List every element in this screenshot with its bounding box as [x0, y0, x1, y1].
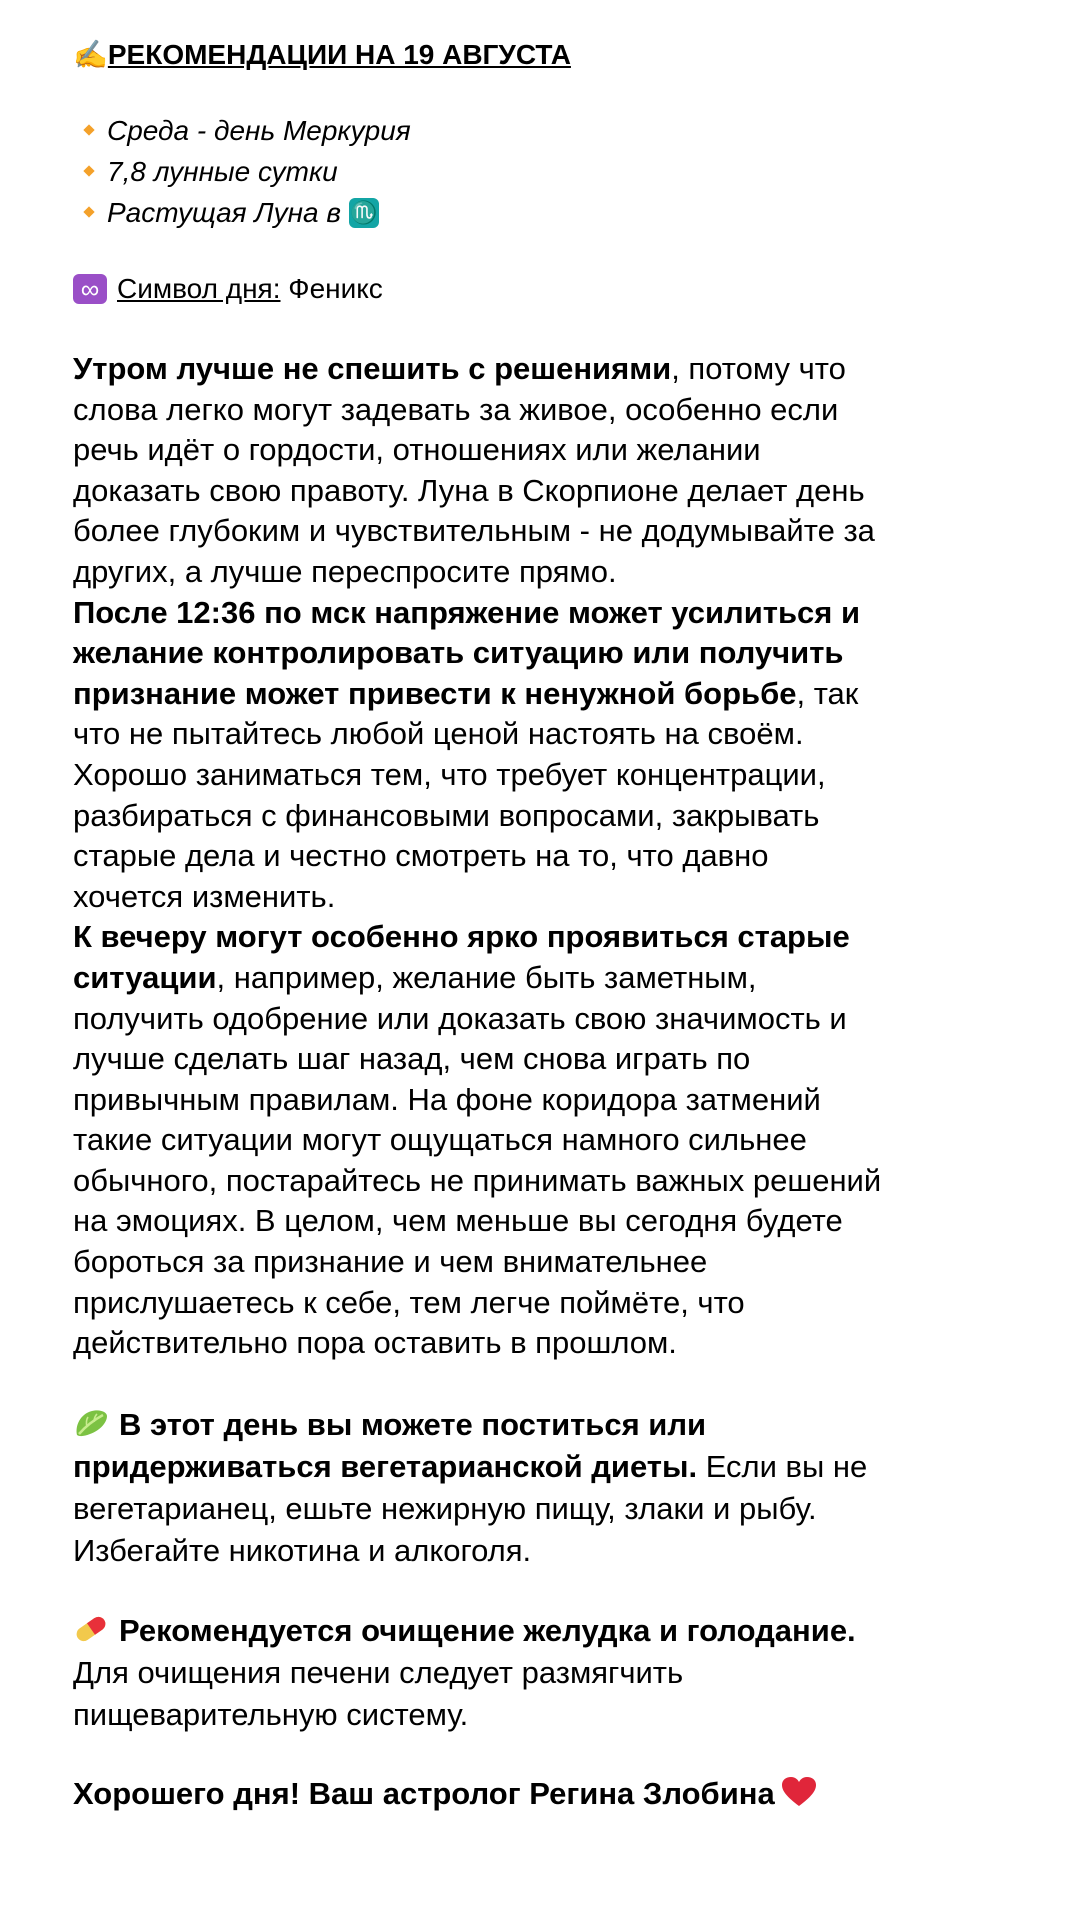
text-line — [73, 1283, 1071, 1324]
page-title — [73, 38, 1071, 72]
text-segment: лучше сделать шаг назад, чем снова играть по — [73, 1041, 751, 1077]
text-line — [73, 1530, 1071, 1572]
pill-icon — [73, 1614, 109, 1644]
text-line — [73, 755, 1071, 796]
text-segment: действительно пора оставить в прошлом. — [73, 1325, 677, 1361]
text-line — [73, 796, 1071, 837]
bullet-text: 7,8 лунные сутки — [107, 156, 338, 187]
text-segment: речь идёт о гордости, отношениях или желании — [73, 432, 761, 468]
bold-segment: После 12:36 по мск напряжение может усилиться и — [73, 594, 861, 630]
text-segment: других, а лучше переспросите прямо. — [73, 553, 617, 589]
diet-paragraph — [73, 1404, 1071, 1572]
text-line — [73, 1323, 1071, 1364]
text-segment: старые дела и честно смотреть на то, что давно — [73, 838, 769, 874]
forecast-paragraph — [73, 349, 1071, 1364]
text-segment: что не пытайтесь любой ценой настоять на своём. — [73, 716, 804, 752]
text-segment: вегетарианец, ешьте нежирную пищу, злаки и рыбу. — [73, 1490, 817, 1526]
text-line — [73, 1404, 1071, 1446]
text-line — [73, 511, 1071, 552]
text-segment: Хорошо заниматься тем, что требует концентрации, — [73, 756, 826, 792]
text-line — [73, 1161, 1071, 1202]
health-paragraph — [73, 1610, 1071, 1736]
orange-diamond-icon — [83, 165, 94, 176]
text-segment: Если вы не — [697, 1448, 868, 1484]
text-line — [73, 1039, 1071, 1080]
text-segment: Избегайте никотина и алкоголя. — [73, 1532, 532, 1568]
closing-line — [73, 1774, 1071, 1815]
bullet-text: Среда - день Меркурия — [107, 115, 411, 146]
text-segment: слова легко могут задевать за живое, особенно если — [73, 391, 839, 427]
text-line — [73, 836, 1071, 877]
text-line — [73, 593, 1071, 634]
text-line — [73, 349, 1071, 390]
symbol-of-day — [73, 269, 1071, 309]
text-line — [73, 958, 1071, 999]
bold-segment: Рекомендуется очищение желудка и голодание. — [119, 1612, 856, 1648]
bold-segment: Утром лучше не спешить с решениями — [73, 351, 672, 386]
text-line — [73, 1201, 1071, 1242]
orange-diamond-icon — [83, 124, 94, 135]
text-line — [73, 714, 1071, 755]
list-item — [85, 151, 1071, 192]
text-segment: бороться за признание и чем внимательнее — [73, 1244, 708, 1280]
bold-segment: К вечеру могут особенно ярко проявиться старые — [73, 919, 850, 955]
text-segment: , так — [796, 675, 859, 711]
bold-segment: ситуации — [73, 959, 217, 995]
text-segment: более глубоким и чувствительным - не додумывайте за — [73, 513, 875, 549]
writing-hand-icon: ✍ — [73, 39, 108, 70]
text-line — [73, 1610, 1071, 1652]
text-line — [73, 1652, 1071, 1694]
leafy-green-icon — [73, 1408, 109, 1438]
text-line — [73, 390, 1071, 431]
text-segment: обычного, постарайтесь не принимать важных решений — [73, 1162, 882, 1198]
text-segment: разбираться с финансовыми вопросами, закрывать — [73, 797, 820, 833]
orange-diamond-icon — [83, 206, 94, 217]
day-info-list — [73, 110, 1071, 233]
list-item — [85, 110, 1071, 151]
text-line — [73, 1488, 1071, 1530]
symbol-label: Символ дня: — [117, 273, 281, 304]
bullet-text: Растущая Луна в — [107, 197, 341, 228]
list-item — [85, 192, 1071, 233]
text-line — [73, 1446, 1071, 1488]
text-line — [73, 877, 1071, 918]
closing-text: Хорошего дня! Ваш астролог Регина Злобина — [73, 1775, 775, 1811]
bold-segment: признание может привести к ненужной борьбе — [73, 675, 797, 711]
scorpio-icon: ♏ — [349, 198, 379, 228]
page-title-text: РЕКОМЕНДАЦИИ НА 19 АВГУСТА — [107, 39, 571, 70]
text-line — [73, 1694, 1071, 1736]
text-segment: хочется изменить. — [73, 878, 336, 914]
text-line — [73, 674, 1071, 715]
text-line — [73, 430, 1071, 471]
bold-segment: В этот день вы можете поститься или — [119, 1406, 707, 1442]
text-segment: , например, желание быть заметным, — [216, 959, 757, 995]
bold-segment: желание контролировать ситуацию или получить — [73, 635, 844, 671]
text-line — [73, 552, 1071, 593]
text-line — [73, 1080, 1071, 1121]
text-line — [73, 917, 1071, 958]
text-segment: привычным правилам. На фоне коридора затмений — [73, 1081, 821, 1117]
text-line — [73, 633, 1071, 674]
text-segment: получить одобрение или доказать свою значимость и — [73, 1000, 847, 1036]
text-line — [73, 999, 1071, 1040]
text-segment: на эмоциях. В целом, чем меньше вы сегодня будете — [73, 1203, 843, 1239]
infinity-icon: ∞ — [73, 274, 107, 304]
text-segment: доказать свою правоту. Луна в Скорпионе делает день — [73, 472, 865, 508]
red-heart-icon — [781, 1776, 817, 1808]
text-line — [73, 1242, 1071, 1283]
text-line — [73, 471, 1071, 512]
text-line — [73, 1120, 1071, 1161]
bold-segment: придерживаться вегетарианской диеты. — [73, 1448, 698, 1484]
text-segment: такие ситуации могут ощущаться намного сильнее — [73, 1122, 807, 1158]
text-segment: , потому что — [671, 351, 846, 386]
text-segment: прислушаетесь к себе, тем легче поймёте, что — [73, 1284, 745, 1320]
text-segment: пищеварительную систему. — [73, 1696, 469, 1732]
text-segment: Для очищения печени следует размягчить — [73, 1654, 684, 1690]
symbol-value: Феникс — [280, 273, 383, 304]
